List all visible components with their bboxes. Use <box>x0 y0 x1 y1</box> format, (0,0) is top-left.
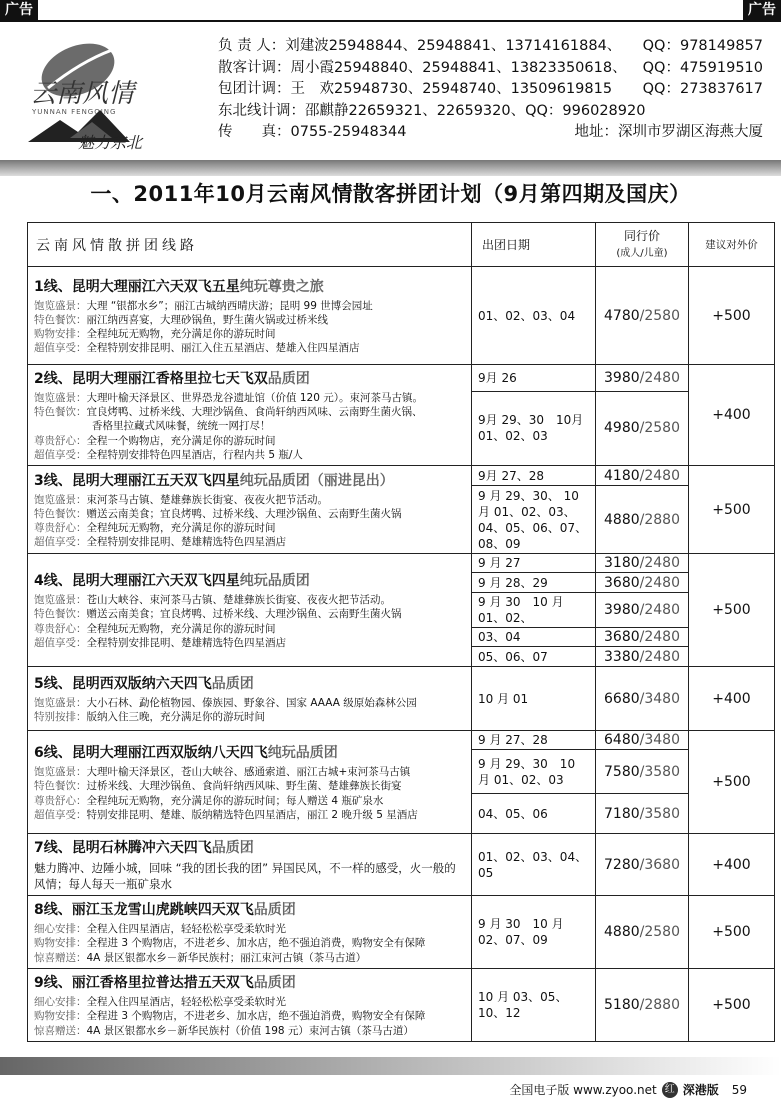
adult-price: 3980 <box>604 369 640 386</box>
suggested-price: +500 <box>689 896 775 969</box>
child-price: 3480 <box>644 732 680 749</box>
table-row <box>28 896 775 969</box>
suggested-price: +500 <box>689 267 775 365</box>
child-price: 3580 <box>644 805 680 822</box>
adult-price: 7280 <box>604 856 640 873</box>
route-detail-text: 魅力腾冲、边陲小城，回味 “我的团长我的团” 异国民风，不一样的感受，火一般的风情；每人每天一瓶矿泉水 <box>34 861 456 892</box>
contact-extra: QQ：273837617 <box>642 81 763 97</box>
peer-price <box>596 593 689 628</box>
adult-price: 5180 <box>604 997 640 1014</box>
route-detail-label: 细心安排： <box>34 923 87 936</box>
route-tag: 纯玩尊贵之旅 <box>239 278 324 295</box>
peer-price <box>596 731 689 750</box>
route-name: 5线、昆明西双版纳六天四飞 <box>34 675 212 692</box>
child-price: 2580 <box>644 924 680 941</box>
route-detail-line <box>34 622 465 636</box>
route-detail-text: 全程入住四星酒店，轻轻松松享受柔软时光 <box>86 923 286 936</box>
departure-date: 10 月 03、05、10、12 <box>472 969 596 1042</box>
route-detail-label: 购物安排： <box>34 937 87 950</box>
route-detail-text: 全程特别安排昆明、丽江入住五星酒店、楚雄入住四星酒店 <box>86 342 360 355</box>
top-rule <box>0 20 781 22</box>
route-detail-text: 全程特别安排特色四星酒店，行程内共 5 瓶/人 <box>86 448 303 461</box>
route-detail-text: 4A 景区银都水乡－新华民族村；丽江束河古镇（茶马古道） <box>86 951 367 964</box>
adult-price: 4780 <box>604 307 640 324</box>
price-separator: / <box>639 602 645 619</box>
contact-row <box>218 101 763 123</box>
route-detail-text: 丽江纳西喜宴，大理砂锅鱼，野生菌火锅或过桥米线 <box>86 313 328 326</box>
price-separator: / <box>639 805 645 822</box>
price-separator: / <box>639 690 645 707</box>
route-detail-line <box>34 593 465 607</box>
route-detail-line <box>34 936 465 950</box>
route-detail-label: 超值享受： <box>34 448 87 461</box>
route-detail-text: 全程特别安排昆明、楚雄精选特色四星酒店 <box>86 536 286 549</box>
suggested-price: +400 <box>689 834 775 896</box>
route-detail-text: 宜良烤鸭、过桥米线、大理沙锅鱼、食尚轩纳西风味、云南野生菌火锅、 <box>86 406 423 419</box>
table-row <box>28 667 775 731</box>
route-detail-label: 尊贵舒心： <box>34 622 87 635</box>
route-detail-line <box>34 434 465 448</box>
route-detail-text: 赠送云南美食；宜良烤鸭、过桥米线、大理沙锅鱼、云南野生菌火锅 <box>86 507 402 520</box>
route-tag: 品质团 <box>267 371 310 387</box>
contact-extra: 地址：深圳市罗湖区海燕大厦 <box>574 124 763 140</box>
child-price: 3680 <box>644 856 680 873</box>
route-detail-line <box>34 299 465 313</box>
route-detail-label: 尊贵舒心： <box>34 434 87 447</box>
route-detail-line <box>34 493 465 507</box>
route-cell <box>28 667 472 731</box>
route-table <box>27 222 775 1042</box>
header-divider-band <box>0 160 781 176</box>
departure-date: 9月 29、30 10月 01、02、03 <box>472 391 596 465</box>
route-detail-label: 购物安排： <box>34 1010 87 1023</box>
adult-price: 4880 <box>604 511 640 528</box>
contact-row <box>218 58 763 80</box>
peer-price <box>596 969 689 1042</box>
route-detail-text: 苍山大峡谷、束河茶马古镇、楚雄彝族长街宴、夜夜火把节活动。 <box>86 594 391 607</box>
header-date: 出团日期 <box>472 223 596 267</box>
route-title <box>34 368 465 388</box>
route-cell <box>28 365 472 466</box>
route-detail-label: 饱览盛景： <box>34 493 87 506</box>
route-detail-text: 版纳入住三晚，充分满足你的游玩时间 <box>86 711 265 724</box>
route-tag: 品质团 <box>253 902 296 919</box>
footer-mark-icon: 红 <box>662 1082 678 1098</box>
logo-name: 云南风情 <box>30 79 135 109</box>
route-detail-label: 特色餐饮： <box>34 507 87 520</box>
adult-price: 4980 <box>604 420 640 437</box>
child-price: 2880 <box>644 997 680 1014</box>
route-detail-line <box>34 313 465 327</box>
peer-price <box>596 667 689 731</box>
route-detail-label: 饱览盛景： <box>34 392 87 404</box>
contact-text: 负 责 人：刘建波25948844、25948841、13714161884、 <box>218 38 622 54</box>
route-detail-label: 尊贵舒心： <box>34 522 87 535</box>
route-detail-line <box>34 419 465 433</box>
route-detail-line <box>34 779 465 793</box>
route-tag: 纯玩品质团 <box>267 745 338 762</box>
peer-price <box>596 554 689 573</box>
price-separator: / <box>639 369 645 386</box>
route-detail-text: 大理 “银都水乡”；丽江古城纳西晴庆游；昆明 99 世博会园址 <box>86 299 373 312</box>
route-detail-line <box>34 535 465 549</box>
route-detail-text: 全程纯玩无购物，充分满足你的游玩时间；每人赠送 4 瓶矿泉水 <box>86 794 384 807</box>
route-detail-line <box>34 636 465 650</box>
route-title <box>34 276 465 296</box>
page-number: 59 <box>731 1082 747 1097</box>
departure-date: 03、04 <box>472 628 596 647</box>
route-detail-label: 饱览盛景： <box>34 299 87 312</box>
route-detail-label: 尊贵舒心： <box>34 794 87 807</box>
peer-price <box>596 486 689 554</box>
child-price: 2580 <box>644 420 680 437</box>
route-name: 9线、丽江香格里拉普达措五天双飞 <box>34 975 254 992</box>
route-tag: 品质团 <box>211 840 254 857</box>
route-detail-line <box>34 860 465 892</box>
route-name: 3线、昆明大理丽江五天双飞四星 <box>34 472 240 489</box>
route-cell <box>28 896 472 969</box>
contact-row <box>218 36 763 58</box>
route-detail-label: 特色餐饮： <box>34 313 87 326</box>
departure-date: 9 月 27 <box>472 554 596 573</box>
price-separator: / <box>639 856 645 873</box>
logo-subname: 魅力东北 <box>78 133 143 150</box>
route-detail-label: 特色餐饮： <box>34 608 87 621</box>
price-separator: / <box>639 924 645 941</box>
adult-price: 3180 <box>604 555 640 572</box>
logo-pinyin: YUNNAN FENGQING <box>32 108 117 116</box>
child-price: 2480 <box>644 602 680 619</box>
price-separator: / <box>639 511 645 528</box>
route-detail-label: 超值享受： <box>34 636 87 649</box>
contact-extra: QQ：978149857 <box>642 38 763 54</box>
child-price: 3480 <box>644 690 680 707</box>
route-detail-label: 饱览盛景： <box>34 696 87 709</box>
page-footer <box>509 1081 747 1098</box>
header-route: 云南风情散拼团线路 <box>28 223 472 267</box>
route-title <box>34 972 465 992</box>
adult-price: 3380 <box>604 648 640 665</box>
route-detail-line <box>34 405 465 419</box>
route-detail-line <box>34 922 465 936</box>
peer-price <box>596 573 689 593</box>
departure-date: 9月 26 <box>472 365 596 392</box>
price-separator: / <box>639 648 645 665</box>
route-name: 1线、昆明大理丽江六天双飞五星 <box>34 278 240 295</box>
route-detail-line <box>34 391 465 405</box>
route-detail-text: 全程进 3 个购物店，不进老乡、加水店，绝不强迫消费，购物安全有保障 <box>86 1010 426 1023</box>
route-title <box>34 899 465 919</box>
table-row <box>28 466 775 486</box>
route-detail-label: 超值享受： <box>34 536 87 549</box>
route-detail-label: 惊喜赠送： <box>34 1024 87 1037</box>
adult-price: 3680 <box>604 629 640 646</box>
departure-date: 04、05、06 <box>472 794 596 834</box>
child-price: 2880 <box>644 511 680 528</box>
route-cell <box>28 731 472 834</box>
route-detail-line <box>34 507 465 521</box>
price-separator: / <box>639 307 645 324</box>
header-suggest: 建议对外价 <box>689 223 775 267</box>
route-tag: 纯玩品质团（丽进昆出） <box>239 472 394 489</box>
route-cell <box>28 554 472 667</box>
route-cell <box>28 834 472 896</box>
route-detail-label: 饱览盛景： <box>34 594 87 607</box>
header-price <box>596 223 689 267</box>
route-detail-line <box>34 765 465 779</box>
contact-text: 传 真：0755-25948344 <box>218 124 407 140</box>
route-detail-line <box>34 448 465 462</box>
departure-date: 9 月 29、30 10 月 01、02、03 <box>472 750 596 794</box>
peer-price <box>596 391 689 465</box>
departure-date: 01、02、03、04、05 <box>472 834 596 896</box>
adult-price: 4180 <box>604 467 640 484</box>
route-detail-text: 全程纯玩无购物，充分满足你的游玩时间 <box>86 522 276 535</box>
route-name: 6线、昆明大理丽江西双版纳八天四飞 <box>34 745 268 762</box>
route-detail-label: 特色餐饮： <box>34 406 87 419</box>
departure-date: 9 月 30 10 月 02、07、09 <box>472 896 596 969</box>
route-detail-label: 惊喜赠送： <box>34 951 87 964</box>
route-detail-label: 特色餐饮： <box>34 780 87 793</box>
contact-info <box>218 36 763 144</box>
peer-price <box>596 794 689 834</box>
route-detail-text: 大理叶榆天泽景区、世界恐龙谷遗址馆（价值 120 元）。束河茶马古镇。 <box>86 392 423 404</box>
price-separator: / <box>639 555 645 572</box>
ad-label-right: 广告 <box>743 0 781 20</box>
route-detail-line <box>34 951 465 965</box>
suggested-price: +500 <box>689 466 775 554</box>
footer-edition: 深港版 <box>682 1083 719 1097</box>
company-logo <box>20 30 180 150</box>
footer-band <box>0 1057 781 1075</box>
route-detail-text: 全程纯玩无购物，充分满足你的游玩时间 <box>86 622 276 635</box>
table-row <box>28 554 775 573</box>
adult-price: 3680 <box>604 574 640 591</box>
price-separator: / <box>639 467 645 484</box>
ad-label-left: 广告 <box>0 0 38 20</box>
route-cell <box>28 466 472 554</box>
peer-price <box>596 466 689 486</box>
route-name: 8线、丽江玉龙雪山虎跳峡四天双飞 <box>34 902 254 919</box>
departure-date: 05、06、07 <box>472 647 596 667</box>
suggested-price: +500 <box>689 554 775 667</box>
child-price: 2480 <box>644 369 680 386</box>
table-row <box>28 969 775 1042</box>
child-price: 2480 <box>644 467 680 484</box>
route-detail-text: 大理叶榆天泽景区，苍山大峡谷、感通索道、丽江古城+束河茶马古镇 <box>86 766 411 779</box>
route-detail-text: 全程纯玩无购物，充分满足你的游玩时间 <box>86 328 276 340</box>
departure-date: 10 月 01 <box>472 667 596 731</box>
route-detail-text: 特别安排昆明、楚雄、版纳精选特色四星酒店，丽江 2 晚升级 5 星酒店 <box>86 808 418 821</box>
route-detail-line <box>34 607 465 621</box>
route-detail-label: 细心安排： <box>34 996 87 1009</box>
peer-price <box>596 267 689 365</box>
table-row <box>28 731 775 750</box>
route-detail-line <box>34 1009 465 1023</box>
route-title <box>34 673 465 693</box>
child-price: 2580 <box>644 307 680 324</box>
price-separator: / <box>639 997 645 1014</box>
route-detail-line <box>34 696 465 710</box>
route-name: 4线、昆明大理丽江六天双飞四星 <box>34 573 240 590</box>
peer-price <box>596 896 689 969</box>
table-row <box>28 834 775 896</box>
suggested-price: +500 <box>689 731 775 834</box>
route-cell <box>28 969 472 1042</box>
price-separator: / <box>639 420 645 437</box>
departure-date: 01、02、03、04 <box>472 267 596 365</box>
departure-date: 9 月 27、28 <box>472 731 596 750</box>
contact-row <box>218 79 763 101</box>
route-detail-line <box>34 327 465 341</box>
route-cell <box>28 267 472 365</box>
route-detail-line <box>34 995 465 1009</box>
route-detail-text: 过桥米线、大理沙锅鱼、食尚轩纳西风味、野生菌、楚雄彝族长街宴 <box>86 780 402 793</box>
adult-price: 7180 <box>604 805 640 822</box>
route-detail-label: 超值享受： <box>34 342 87 355</box>
peer-price <box>596 750 689 794</box>
child-price: 3580 <box>644 763 680 780</box>
departure-date: 9 月 28、29 <box>472 573 596 593</box>
route-detail-label: 超值享受： <box>34 808 87 821</box>
route-detail-line <box>34 794 465 808</box>
route-name: 7线、昆明石林腾冲六天四飞 <box>34 840 212 857</box>
peer-price <box>596 628 689 647</box>
route-name: 2线、昆明大理丽江香格里拉七天飞双 <box>34 371 268 387</box>
adult-price: 6480 <box>604 732 640 749</box>
header-price-sub: (成人/儿童) <box>616 247 668 259</box>
header-price-label: 同行价 <box>623 228 660 243</box>
peer-price <box>596 647 689 667</box>
footer-site: 全国电子版 www.zyoo.net <box>509 1083 657 1097</box>
route-detail-text: 全程进 3 个购物店，不进老乡、加水店，绝不强迫消费，购物安全有保障 <box>86 937 426 950</box>
route-tag: 品质团 <box>253 975 296 992</box>
route-detail-text: 4A 景区银都水乡－新华民族村（价值 198 元）束河古镇（茶马古道） <box>86 1024 414 1037</box>
route-detail-label: 饱览盛景： <box>34 766 87 779</box>
route-detail-label: 购物安排： <box>34 328 87 340</box>
route-detail-text: 全程特别安排昆明、楚雄精选特色四星酒店 <box>86 636 286 649</box>
route-detail-text: 全程一个购物店，充分满足你的游玩时间 <box>86 434 276 447</box>
adult-price: 4880 <box>604 924 640 941</box>
departure-date: 9 月 29、30、 10 月 01、02、03、04、05、06、07、08、09 <box>472 486 596 554</box>
adult-price: 7580 <box>604 763 640 780</box>
table-row <box>28 267 775 365</box>
price-separator: / <box>639 763 645 780</box>
peer-price <box>596 365 689 392</box>
table-header-row <box>28 223 775 267</box>
child-price: 2480 <box>644 648 680 665</box>
route-detail-line <box>34 710 465 724</box>
route-title <box>34 837 465 857</box>
price-separator: / <box>639 732 645 749</box>
child-price: 2480 <box>644 629 680 646</box>
price-separator: / <box>639 574 645 591</box>
route-detail-line <box>34 808 465 822</box>
suggested-price: +400 <box>689 667 775 731</box>
route-detail-text: 香格里拉藏式风味餐，统统一网打尽！ <box>92 420 271 433</box>
departure-date: 9 月 30 10 月 01、02、 <box>472 593 596 628</box>
contact-text: 包团计调：王 欢25948730、25948740、13509619815 <box>218 81 613 97</box>
route-title <box>34 570 465 590</box>
contact-row <box>218 122 763 144</box>
contact-extra: QQ：475919510 <box>642 59 763 76</box>
plan-title: 一、2011年10月云南风情散客拼团计划（9月第四期及国庆） <box>90 182 691 206</box>
table-row <box>28 365 775 392</box>
route-tag: 品质团 <box>211 675 254 692</box>
route-title <box>34 470 465 490</box>
route-detail-text: 束河茶马古镇、楚雄彝族长街宴、夜夜火把节活动。 <box>86 493 328 506</box>
adult-price: 3980 <box>604 602 640 619</box>
route-detail-text: 赠送云南美食；宜良烤鸭、过桥米线、大理沙锅鱼、云南野生菌火锅 <box>86 608 402 621</box>
route-detail-line <box>34 521 465 535</box>
route-tag: 纯玩品质团 <box>239 573 310 590</box>
contact-text: 东北线计调：邵麒静22659321、22659320、QQ：996028920 <box>218 102 646 119</box>
route-detail-label: 特别按排： <box>34 711 87 724</box>
child-price: 2480 <box>644 555 680 572</box>
adult-price: 6680 <box>604 690 640 707</box>
route-detail-text: 大小石林、勐伦植物园、傣族园、野象谷、国家 AAAA 级原始森林公园 <box>86 696 417 709</box>
suggested-price: +400 <box>689 365 775 466</box>
contact-text: 散客计调：周小霞25948840、25948841、13823350618、 <box>218 59 627 76</box>
child-price: 2480 <box>644 574 680 591</box>
suggested-price: +500 <box>689 969 775 1042</box>
peer-price <box>596 834 689 896</box>
route-title <box>34 742 465 762</box>
route-detail-text: 全程入住四星酒店，轻轻松松享受柔软时光 <box>86 996 286 1009</box>
route-detail-line <box>34 341 465 355</box>
route-detail-line <box>34 1024 465 1038</box>
price-separator: / <box>639 629 645 646</box>
departure-date: 9月 27、28 <box>472 466 596 486</box>
